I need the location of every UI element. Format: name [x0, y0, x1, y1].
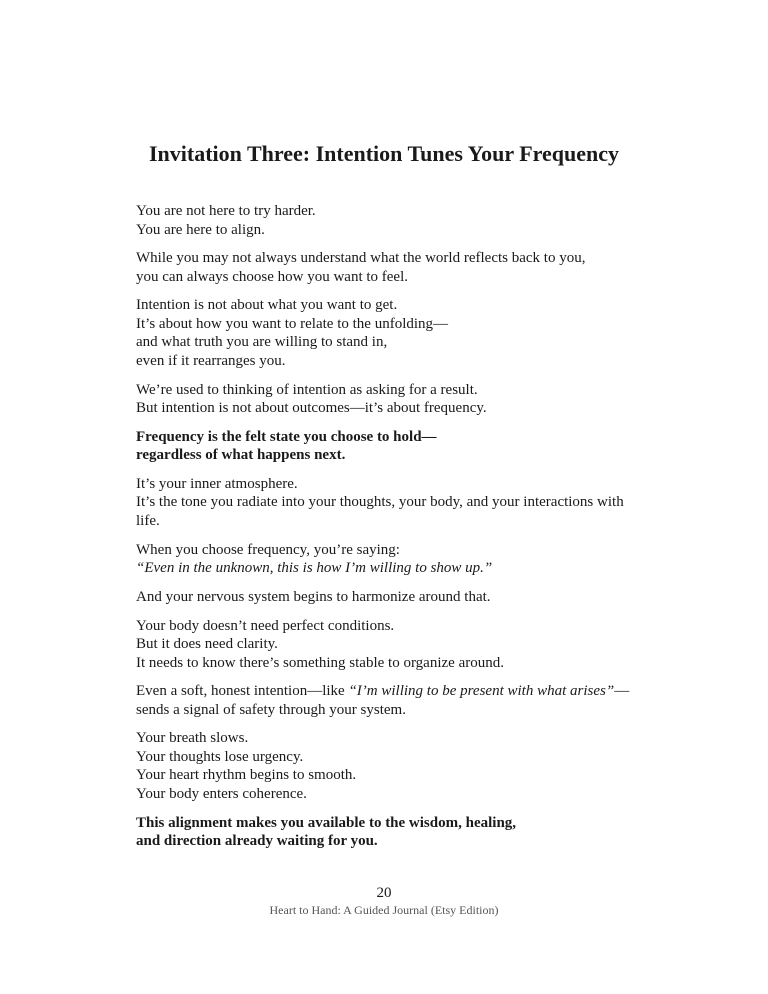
body-text [136, 202, 636, 861]
text-line: And your nervous system begins to harmonize around that. [136, 588, 491, 605]
text-line: Intention is not about what you want to get. [136, 297, 398, 314]
paragraph-10 [136, 682, 636, 719]
page-number: 20 [376, 885, 392, 901]
text-line: you can always choose how you want to feel. [136, 268, 409, 285]
paragraph-9 [136, 617, 636, 673]
book-edition-label: Heart to Hand: A Guided Journal (Etsy Edition) [269, 903, 499, 917]
text-segment: — [614, 683, 630, 700]
page-footer [0, 884, 768, 918]
paragraph-1 [136, 202, 636, 239]
bold-statement-frequency [136, 428, 636, 465]
text-line: even if it rearranges you. [136, 352, 286, 369]
text-line: and direction already waiting for you. [136, 833, 378, 850]
text-line: Your breath slows. [136, 730, 249, 747]
text-line: This alignment makes you available to the wisdom, healing, [136, 814, 517, 831]
paragraph-6 [136, 475, 636, 531]
text-line: and what truth you are willing to stand in, [136, 334, 388, 351]
text-line: It needs to know there’s something stable to organize around. [136, 654, 504, 671]
paragraph-3 [136, 296, 636, 370]
text-line: Your body enters coherence. [136, 785, 307, 802]
text-line: We’re used to thinking of intention as asking for a result. [136, 381, 478, 398]
paragraph-8 [136, 588, 636, 607]
text-line: regardless of what happens next. [136, 447, 346, 464]
text-line: sends a signal of safety through your system. [136, 701, 406, 718]
bold-statement-alignment [136, 814, 636, 851]
text-line [136, 682, 636, 701]
text-line: You are here to align. [136, 221, 265, 238]
text-line: But it does need clarity. [136, 636, 278, 652]
text-line: It’s the tone you radiate into your thoughts, your body, and your interactions with life. [136, 494, 624, 529]
text-line: It’s about how you want to relate to the unfolding— [136, 315, 449, 332]
paragraph-11 [136, 729, 636, 803]
page-title: Invitation Three: Intention Tunes Your Frequency [148, 141, 620, 166]
italic-quote: “Even in the unknown, this is how I’m willing to show up.” [136, 560, 493, 577]
italic-quote: “I’m willing to be present with what arises” [348, 683, 615, 700]
text-line: Your heart rhythm begins to smooth. [136, 767, 357, 784]
text-segment: Even a soft, honest intention—like [136, 683, 349, 700]
text-line: You are not here to try harder. [136, 203, 316, 219]
paragraph-7 [136, 541, 636, 578]
paragraph-2 [136, 249, 636, 286]
text-line: Frequency is the felt state you choose to hold— [136, 428, 437, 445]
paragraph-4 [136, 381, 636, 418]
text-line: But intention is not about outcomes—it’s about frequency. [136, 400, 487, 417]
text-line: Your thoughts lose urgency. [136, 748, 304, 765]
text-line: When you choose frequency, you’re saying: [136, 541, 400, 558]
text-line: While you may not always understand what the world reflects back to you, [136, 250, 586, 267]
text-line: It’s your inner atmosphere. [136, 475, 298, 492]
text-line: Your body doesn’t need perfect conditions. [136, 617, 395, 634]
